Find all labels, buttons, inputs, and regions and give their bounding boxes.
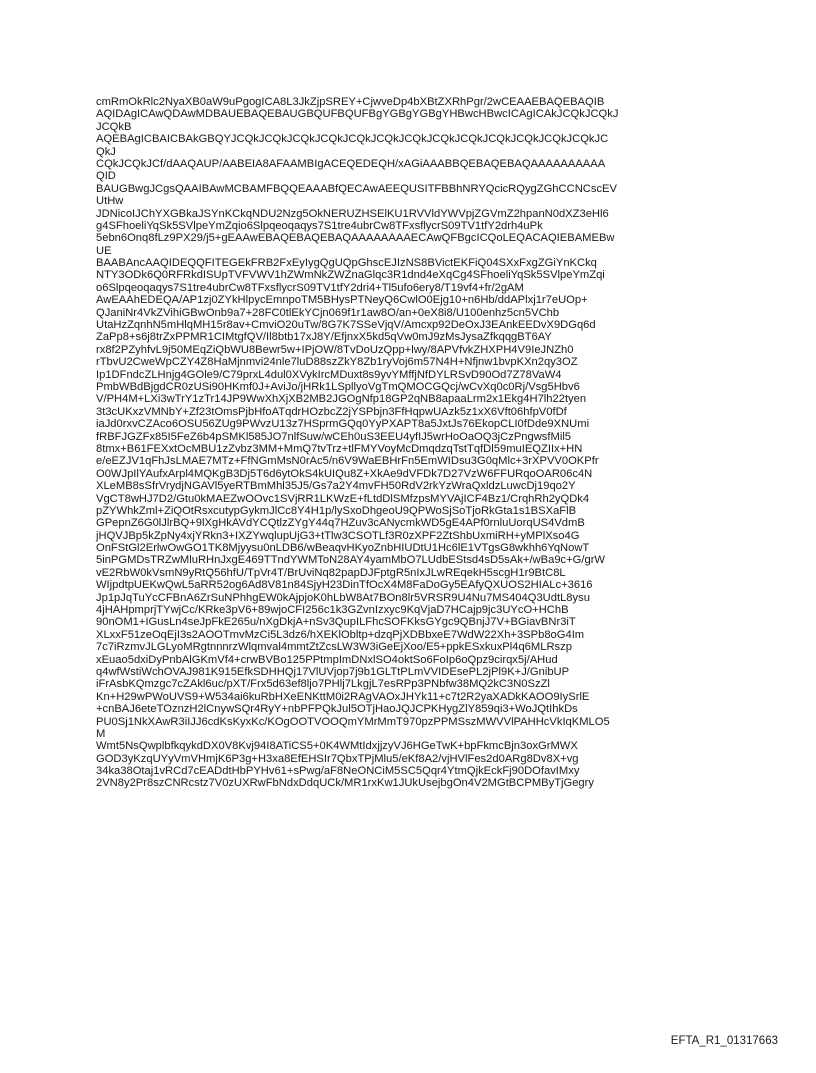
encoded-line: iaJd0rxvCZAco6OSU56ZUg9PWvzU13z7HSprmGQq0YyPXAPT8a5JxtJs76EkopCLI0fDde9XNUmi [96, 418, 590, 431]
encoded-line: pZYWhkZml+ZiQOtRsxcutypGykmJlCc8Y4H1p/lySxoDhgeoU9QPWoSjSoTjoRkGta1s1BSXaFlB [96, 504, 577, 517]
encoded-line: xEuao5dxiDyPnbAlGKmVf4+crwBVBo125PPtmpImDNxlSO4oktSo6FoIp6oQpz9cirqx5j/AHud [96, 653, 558, 666]
encoded-line: AwEAAhEDEQA/AP1zj0ZYkHlpycEmnpoTM5BHysPTNeyQ6CwlO0Ejg10+n6Hb/ddAPlxj1r7eUOp+ [96, 294, 588, 307]
encoded-line: q4wfWstiWchOVAJ981K915EfkSDHHQj17VlUVjop7j9b1GLTtPLmVVIDEsePL2jPl9K+J/GnibUP [96, 665, 570, 678]
encoded-text-block [96, 96, 736, 790]
encoded-line: 8tmx+B61FEXxtOcMBU1zZvbz3MM+MmQ7tvTrz+tlFMYVoyMcDmqdzqTstTqfDl59muIEQZIIx+HN [96, 442, 583, 455]
encoded-line: V/PH4M+LXi3wTrY1zTr14JP9WwXhXjXB2MB2JGOgNfp18GP2qNB8apaaLrm2x1Ekg4H7lh22tyen [96, 393, 587, 406]
encoded-line: AQIDAgICAwQDAwMDBAUEBAQEBAUGBQUFBQUFBgYGBgYGBgYHBwcHBwcICAgICAkJCQkJCQkJ [96, 108, 619, 121]
bates-number: EFTA_R1_01317663 [670, 1035, 778, 1047]
encoded-line: UtaHzZqnhN5mHlqMH15r8av+CmviO20uTw/8G7K7SSeVjqV/Amcxp92DeOxJ3EAnkEEDvX9DGq6d [96, 319, 596, 332]
encoded-line: fRBFJGZFx85I5FeZ6b4pSMKl585JO7nlfSuw/wCEh0uS3EEU4yfIJ5wrHoOaOQ3jCzPngwsfMil5 [96, 430, 572, 443]
encoded-line: BAABAncAAQIDEQQFITEGEkFRB2FxEyIygQgUQpGhscEJIzNS8BVictEKFiQ04SXxFxgZGiYnKCkq [96, 257, 597, 270]
encoded-line: VgCT8wHJ7D2/Gtu0kMAEZwOOvc1SVjRR1LKWzE+fLtdDlSMfzpsMYVAjICF4Bz1/CrqhRh2yQDk4 [96, 492, 590, 505]
encoded-line: GPepnZ6G0lJlrBQ+9lXgHkAVdYCQtlzZYgY44q7HZuv3cANycmkWD5gE4APf0rnluUorqUS4VdmB [96, 517, 585, 530]
encoded-line: PU0Sj1NkXAwR3iIJJ6cdKsKyxKc/KOgOOTVOOQmYMrMmT970pzPPMSszMWVVlPAHHcVkIqKMLO5 [96, 715, 610, 728]
encoded-line: jHQVJBp5kZpNy4xjYRkn3+IXZYwqlupUjG3+tTlw3CSOTLf3R0zXPF2ZtShbUxmiRH+yMPlXso4G [96, 529, 580, 542]
encoded-line: 5ebn6Onq8fLz9PX29/j5+gEAAwEBAQEBAQEBAQAAAAAAAAECAwQFBgcICQoLEQACAQIEBAMEBw [96, 232, 615, 245]
encoded-line: GOD3yKzqUYyVmVHmjK6P3g+H3xa8EfEHSIr7QbxTPjMlu5/eKf8A2/vjHVlFes2d0ARg8Dv8X+vg [96, 752, 579, 765]
encoded-line: UtHw [96, 195, 124, 208]
encoded-line: 90nOM1+IGusLn4seJpFkE265u/nXgDkjA+nSv3QupILFhcSOFKksGYgc9QBnjJ7V+BGiavBNr3iT [96, 616, 576, 629]
encoded-line: 4jHAHpmprjTYwjCc/KRke3pV6+89wjoCFI256c1k3GZvnIzxyc9KqVjaD7HCajp9jc3UYcO+HChB [96, 604, 569, 617]
encoded-line: iFrAsbKQmzgc7cZAkl6uc/pXT/Frx5d63ef8ljo7PHlj7LkgjL7esRPp3PNbfw38MQ2kC3N0SzZl [96, 678, 550, 691]
encoded-line: M [96, 727, 106, 740]
encoded-line: QID [96, 170, 116, 183]
encoded-line: 7c7iRzmvJLGLyoMRgtnnnrzWlqmval4mmtZtZcsLW3W3iGeEjXoo/E5+ppkESxkuxPl4q6MLRszp [96, 641, 572, 654]
encoded-line: rx8f2PZyhfvL9j50MEqZiQbWU8Bewr5w+IPjOW/8TvDoUzQpp+lwy/8APVfvkZHXPH4V9IeJNZh0 [96, 343, 574, 356]
encoded-line: g4SFhoeliYqSk5SVlpeYmZqio6Slpqeoqaqys7S1tre4ubrCw8TFxsflycrS09TV1tfY2drh4uPk [96, 219, 543, 232]
encoded-line: vE2RbW0kVsmN9yRtQ56hfU/TpVr4T/BrUviNq82papDJFptgR5nIxJLwREqekH5scgH1r9BtC8L [96, 566, 566, 579]
encoded-line: WIjpdtpUEKwQwL5aRR52og6Ad8V81n84SjyH23DinTfOcX4M8FaDoGy5EAfyQXUOS2HIALc+3616 [96, 579, 593, 592]
encoded-line: AQEBAgICBAICBAkGBQYJCQkJCQkJCQkJCQkJCQkJCQkJCQkJCQkJCQkJCQkJCQkJCQkJCQkJC [96, 133, 609, 146]
encoded-line: o6Slpqeoqaqys7S1tre4ubrCw8TFxsflycrS09TV1tfY2dri4+Tl5ufo6ery8/T19vf4+fr/2gAM [96, 281, 524, 294]
encoded-line: rTbvU2CweWpCZY4Z8HaMjnmvi24nle7luD88szZkY8Zb1ryVoj6m57N4H+Nfjnw1bvpKXn2qy3OZ [96, 356, 578, 369]
encoded-line: NTY3ODk6Q0RFRkdISUpTVFVWV1hZWmNkZWZnaGlqc3R1dnd4eXqCg4SFhoeliYqSk5SVlpeYmZqi [96, 269, 605, 282]
encoded-line: Kn+H29wPWoUVS9+W534ai6kuRbHXeENKttM0i2RAgVAOxJHYk11+c7t2R2yaXADkKAOO9IySrlE [96, 690, 590, 703]
encoded-line: O0WJpIlYAufxArpl4MQKgB3Dj5T6d6ytOkS4kUIQu8Z+XkAe9dVFDk7D27VzW6FFURqoOAR06c4N [96, 467, 593, 480]
encoded-line: 34ka38Otaj1vRCd7cEADdtHbPYHv61+sPwg/aF8NeONCiM5SC5Qqr4YtmQjkEckFj90DOfavIMxy [96, 765, 580, 778]
encoded-line: e/eEZJV1qFhJsLMAE7MTz+FfNGmMsN0rAc5/n6V9WaEBHrFn5EmWIDsu3G0qMlc+3rXPVV0OKPfr [96, 455, 599, 468]
encoded-line: 3t3cUKxzVMNbY+Zf23tOmsPjbHfoATqdrHOzbcZ2jYSPbjn3FfHqpwUAzk5z1xX6Vft06hfpV0fDf [96, 405, 567, 418]
encoded-line: JCQkB [96, 120, 132, 133]
encoded-line: UE [96, 244, 112, 257]
encoded-line: BAUGBwgJCgsQAAIBAwMCBAMFBQQEAAABfQECAwAEEQUSITFBBhNRYQcicRQygZGhCCNCscEV [96, 182, 617, 195]
encoded-line: Jp1pJqTuYcCFBnA6ZrSuNPhhgEW0kAjpjoK0hLbW8At7BOn8lr5VRSR9U4Nu7MS404Q3UdtL8ysu [96, 591, 590, 604]
encoded-line: 2VN8y2Pr8szCNRcstz7V0zUXRwFbNdxDdqUCk/MR1rxKw1JUkUsejbgOn4V2MGtBCPMByTjGegry [96, 777, 594, 790]
encoded-line: OnFStGl2ErlwOwGO1TK8Mjyysu0nLDB6/wBeaqvHKyoZnbHIUDtU1Hc6lE1VTgsG8wkhh6YqNowT [96, 542, 590, 555]
encoded-line: XLeMB8sSfrVrydjNGAVl5yeRTBmMhl35J5/Gs7a2Y4mvFH50RdV2rkYzWraQxldzLuwcDj19qo2Y [96, 480, 576, 493]
encoded-line: CQkJCQkJCf/dAAQAUP/AABEIA8AFAAMBIgACEQEDEQH/xAGiAAABBQEBAQEBAQAAAAAAAAAA [96, 157, 606, 170]
encoded-line: QkJ [96, 145, 116, 158]
encoded-line: Wmt5NsQwplbfkqykdDX0V8Kvj94I8ATiCS5+0K4WMtIdxjjzyVJ6HGeTwK+bpFkmcBjn3oxGrMWX [96, 740, 578, 753]
encoded-line: Ip1DFndcZLHnjg4GOle9/C79prxL4dul0XVykIrcMDuxt8s9yvYMffjNfDYLRSvD90Od7Z78VaW4 [96, 368, 562, 381]
encoded-line: QJaniNr4VkZVihiGBwOnb9a7+28FC0tlEkYCjn069f1r1aw8O/an+0eX8i8/U100enhz5cn5VChb [96, 306, 560, 319]
encoded-line: 5inPGMDsTRZwMluRHnJxgE469TTndYWMToN28AY4yamMbO7LUdbEStsd4sD5sAk+/wBa9c+G/grW [96, 554, 605, 567]
encoded-line: PmbWBdBjgdCR0zUSi90HKmf0J+AviJo/jHRk1LSpllyoVgTmQMOCGQcj/wCvXq0c0Rj/Vsg5Hbv6 [96, 380, 580, 393]
encoded-line: cmRmOkRlc2NyaXB0aW9uPgogICA8L3JkZjpSREY+CjwveDp4bXBtZXRhPgr/2wCEAAEBAQEBAQIB [96, 96, 605, 108]
encoded-line: ZaPp8+s6j8trZxPPMR1CIMtgfQV/Il8btb17xJ8Y/EfjnxX5kd5qVw0mJ9zMsJysaZfkqqgBT6AY [96, 331, 552, 344]
encoded-line: JDNicoIJChYXGBkaJSYnKCkqNDU2Nzg5OkNERUZHSElKU1RVVldYWVpjZGVmZ2hpanN0dXZ3eHl6 [96, 207, 609, 220]
encoded-line: +cnBAJ6eteTOznzH2lCnywSQr4RyY+nbPFPQkJul5OTjHaoJQJCPKHygZlY859qi3+WoJQtIhkDs [96, 703, 578, 716]
encoded-line: XLxxF51zeOqEjI3s2AOOTmvMzCi5L3dz6/hXEKlObltp+dzqPjXDBbxeE7WdW22Xh+3SPb8oG4Im [96, 628, 585, 641]
